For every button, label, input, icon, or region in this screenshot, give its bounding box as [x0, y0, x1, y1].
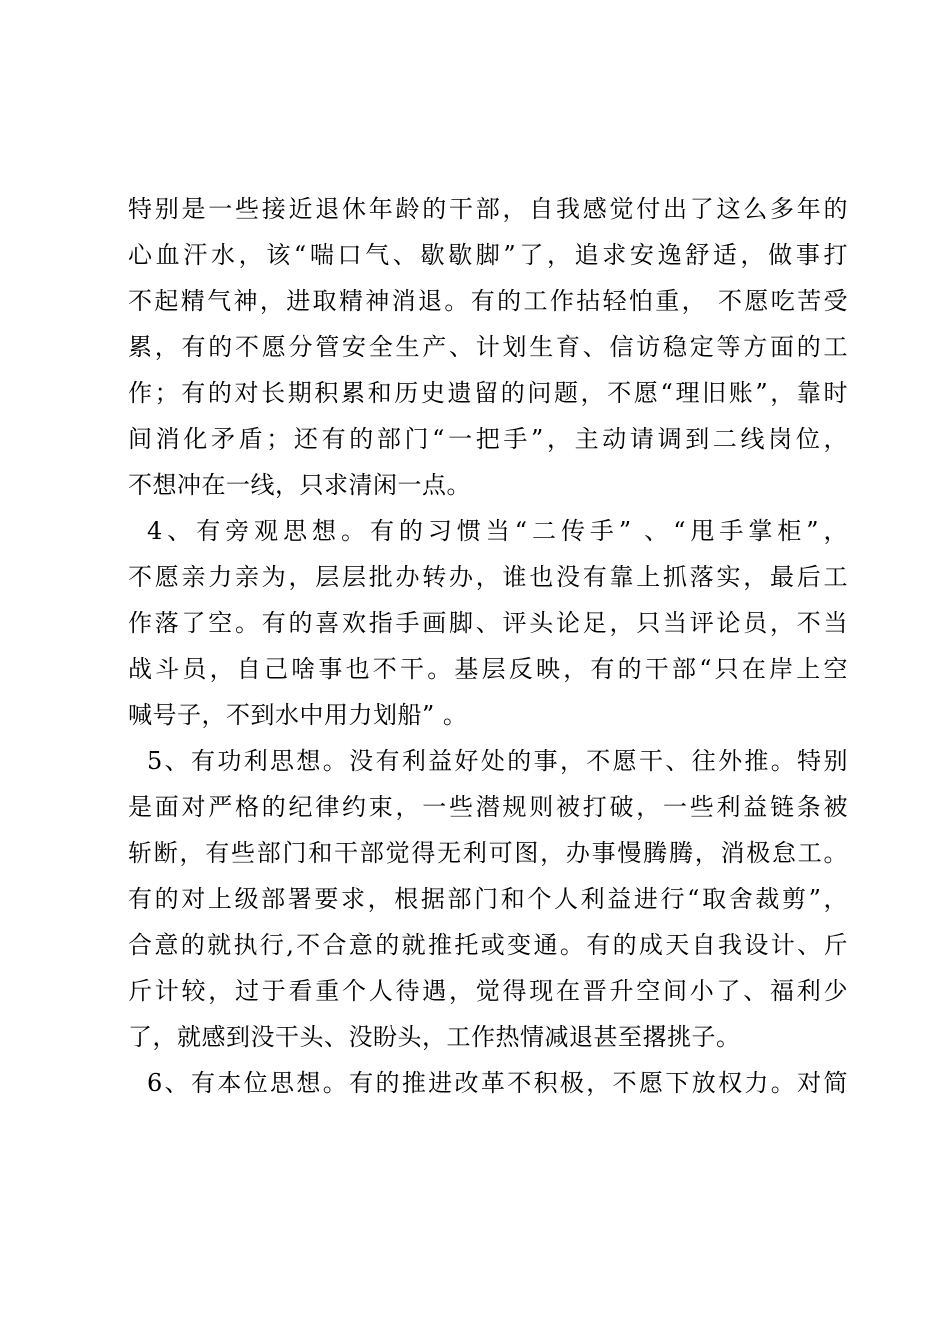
- text-line: 心血汗水，该“喘口气、歇歇脚”了，追求安逸舒适，做事打: [128, 241, 848, 269]
- text-line: 不想冲在一线，只求清闲一点。: [128, 471, 471, 499]
- text-line: 斤计较，过于看重个人待遇，觉得现在晋升空间小了、福利少: [128, 977, 848, 1005]
- text-line: 5、有功利思想。没有利益好处的事，不愿干、往外推。特别: [147, 747, 848, 775]
- text-line: 不愿亲力亲为，层层批办转办，谁也没有靠上抓落实，最后工: [128, 563, 848, 591]
- text-line: 间消化矛盾；还有的部门“一把手”，主动请调到二线岗位，: [128, 425, 848, 453]
- text-line: 是面对严格的纪律约束，一些潜规则被打破，一些利益链条被: [128, 793, 848, 821]
- text-line: 6、有本位思想。有的推进改革不积极，不愿下放权力。对简: [147, 1069, 848, 1097]
- body-text: [128, 186, 848, 1106]
- text-line: 不起精气神，进取精神消退。有的工作拈轻怕重， 不愿吃苦受: [128, 287, 848, 315]
- text-line: 喊号子，不到水中用力划船” 。: [128, 701, 468, 729]
- text-line: 特别是一些接近退休年龄的干部，自我感觉付出了这么多年的: [128, 195, 848, 223]
- text-line: 战斗员，自己啥事也不干。基层反映，有的干部“只在岸上空: [128, 655, 848, 683]
- text-line: 有的对上级部署要求，根据部门和个人利益进行“取舍裁剪”，: [128, 885, 848, 913]
- text-line: 4、有旁观思想。有的习惯当“二传手” 、“甩手掌柜”，: [147, 517, 848, 545]
- text-line: 作；有的对长期积累和历史遗留的问题，不愿“理旧账”，靠时: [128, 379, 848, 407]
- text-line: 了，就感到没干头、没盼头，工作热情减退甚至撂挑子。: [128, 1023, 741, 1051]
- text-line: 斩断，有些部门和干部觉得无利可图，办事慢腾腾，消极怠工。: [128, 839, 848, 867]
- text-line: 作落了空。有的喜欢指手画脚、评头论足，只当评论员，不当: [128, 609, 848, 637]
- text-line: 累，有的不愿分管安全生产、计划生育、信访稳定等方面的工: [128, 333, 848, 361]
- text-line: 合意的就执行,不合意的就推托或变通。有的成天自我设计、斤: [128, 931, 848, 959]
